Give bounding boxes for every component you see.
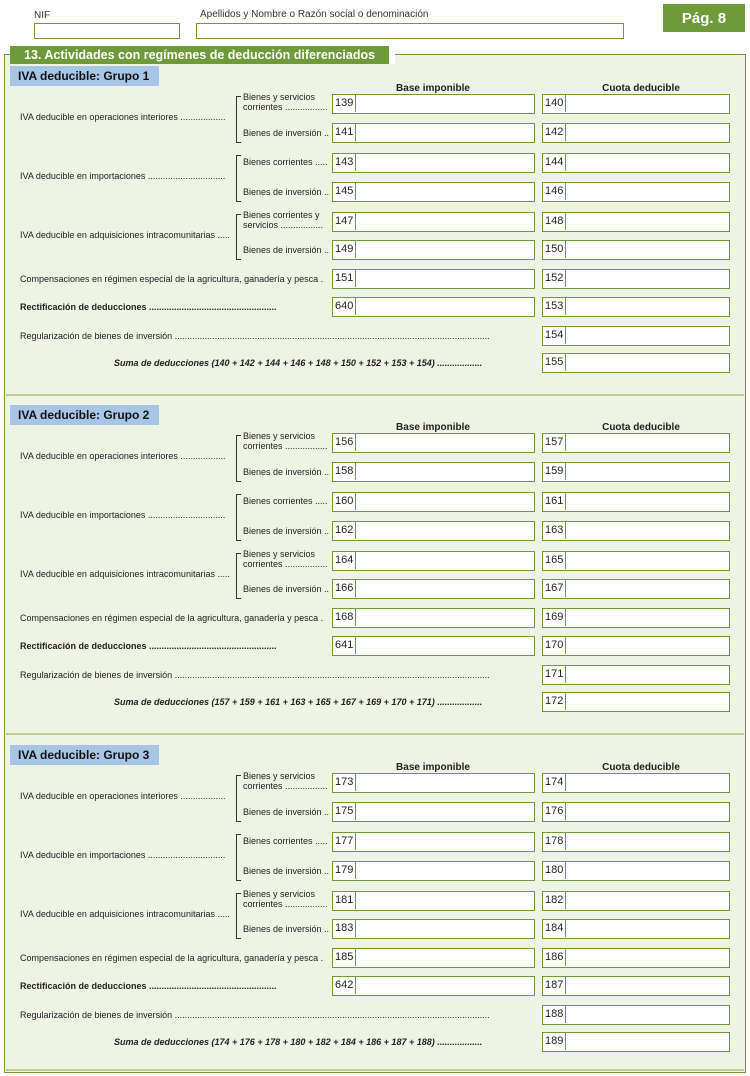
amount-box[interactable] [542, 212, 730, 232]
group-3 [6, 745, 744, 1071]
amount-box[interactable] [542, 948, 730, 968]
col-head-base: Base imponible [396, 422, 470, 433]
box-code: 175 [333, 803, 356, 820]
amount-box[interactable] [542, 665, 730, 685]
brace [236, 893, 241, 939]
sub-label: Bienes corrientes y servicios ................. [243, 210, 324, 230]
amount-box[interactable] [332, 832, 535, 852]
box-code: 165 [543, 552, 566, 569]
box-code: 159 [543, 463, 566, 480]
row-label: IVA deducible en operaciones interiores .................. [20, 451, 226, 461]
box-code: 142 [543, 124, 566, 141]
sub-label: Bienes de inversión .. [243, 526, 330, 536]
name-label: Apellidos y Nombre o Razón social o denominación [200, 9, 429, 20]
brace [236, 775, 241, 822]
amount-box[interactable] [332, 123, 535, 143]
amount-box[interactable] [542, 692, 730, 712]
sub-label: Bienes y servicios corrientes ................. [243, 92, 328, 112]
col-head-base: Base imponible [396, 762, 470, 773]
box-code: 143 [333, 154, 356, 171]
amount-box[interactable] [542, 636, 730, 656]
amount-box[interactable] [332, 919, 535, 939]
suma-label: Suma de deducciones (157 + 159 + 161 + 163 + 165 + 167 + 169 + 170 + 171) .................. [114, 697, 483, 707]
amount-box[interactable] [542, 240, 730, 260]
col-head-cuota: Cuota deducible [602, 422, 680, 433]
amount-box[interactable] [332, 773, 535, 793]
box-code: 189 [543, 1033, 566, 1050]
sub-label: Bienes de inversión .. [243, 924, 330, 934]
box-code: 642 [333, 977, 356, 994]
row-label: Compensaciones en régimen especial de la agricultura, ganadería y pesca . [20, 953, 324, 963]
box-code: 157 [543, 434, 566, 451]
box-code: 187 [543, 977, 566, 994]
amount-box[interactable] [332, 608, 535, 628]
box-code: 140 [543, 95, 566, 112]
box-code: 146 [543, 183, 566, 200]
nif-field[interactable] [34, 23, 180, 39]
amount-box[interactable] [332, 802, 535, 822]
amount-box[interactable] [332, 433, 535, 453]
amount-box[interactable] [542, 433, 730, 453]
box-code: 150 [543, 241, 566, 258]
box-code: 172 [543, 693, 566, 710]
sub-label: Bienes y servicios corrientes ................. [243, 431, 328, 451]
amount-box[interactable] [332, 212, 535, 232]
amount-box[interactable] [542, 919, 730, 939]
sub-label: Bienes de inversión .. [243, 866, 330, 876]
amount-box[interactable] [332, 861, 535, 881]
amount-box[interactable] [332, 948, 535, 968]
row-label: Regularización de bienes de inversión .............................................................................................................................. [20, 1010, 490, 1020]
group-title: IVA deducible: Grupo 3 [10, 745, 159, 765]
row-label: Rectificación de deducciones ................................................... [20, 641, 277, 651]
box-code: 174 [543, 774, 566, 791]
group-title: IVA deducible: Grupo 1 [10, 66, 159, 86]
amount-box[interactable] [542, 297, 730, 317]
box-code: 178 [543, 833, 566, 850]
amount-box[interactable] [542, 551, 730, 571]
box-code: 151 [333, 270, 356, 287]
sub-label: Bienes de inversión .. [243, 187, 330, 197]
box-code: 170 [543, 637, 566, 654]
row-label: Regularización de bienes de inversión .............................................................................................................................. [20, 670, 490, 680]
box-code: 148 [543, 213, 566, 230]
amount-box[interactable] [332, 182, 535, 202]
section-title: 13. Actividades con regímenes de deducción diferenciados [10, 46, 395, 64]
sub-label: Bienes corrientes ..... [243, 496, 328, 506]
amount-box[interactable] [542, 891, 730, 911]
box-code: 147 [333, 213, 356, 230]
brace [236, 96, 241, 143]
amount-box[interactable] [332, 636, 535, 656]
col-head-cuota: Cuota deducible [602, 83, 680, 94]
sub-label: Bienes de inversión .. [243, 467, 330, 477]
box-code: 158 [333, 463, 356, 480]
row-label: IVA deducible en adquisiciones intracomunitarias ..... [20, 230, 230, 240]
box-code: 149 [333, 241, 356, 258]
row-label: Regularización de bienes de inversión .............................................................................................................................. [20, 331, 490, 341]
brace [236, 155, 241, 202]
amount-box[interactable] [542, 861, 730, 881]
box-code: 166 [333, 580, 356, 597]
box-code: 184 [543, 920, 566, 937]
box-code: 188 [543, 1006, 566, 1023]
amount-box[interactable] [332, 240, 535, 260]
box-code: 139 [333, 95, 356, 112]
box-code: 162 [333, 522, 356, 539]
brace [236, 494, 241, 541]
box-code: 167 [543, 580, 566, 597]
box-code: 155 [543, 354, 566, 371]
amount-box[interactable] [542, 153, 730, 173]
box-code: 180 [543, 862, 566, 879]
amount-box[interactable] [542, 123, 730, 143]
box-code: 181 [333, 892, 356, 909]
sub-label: Bienes de inversión .. [243, 128, 330, 138]
box-code: 186 [543, 949, 566, 966]
amount-box[interactable] [332, 551, 535, 571]
sub-label: Bienes corrientes ..... [243, 157, 328, 167]
col-head-base: Base imponible [396, 83, 470, 94]
sub-label: Bienes de inversión .. [243, 807, 330, 817]
amount-box[interactable] [542, 579, 730, 599]
box-code: 144 [543, 154, 566, 171]
sub-label: Bienes y servicios corrientes ................. [243, 889, 328, 909]
amount-box[interactable] [542, 1005, 730, 1025]
brace [236, 214, 241, 260]
amount-box[interactable] [542, 832, 730, 852]
suma-label: Suma de deducciones (140 + 142 + 144 + 146 + 148 + 150 + 152 + 153 + 154) .................. [114, 358, 483, 368]
amount-box[interactable] [332, 153, 535, 173]
amount-box[interactable] [542, 353, 730, 373]
amount-box[interactable] [332, 492, 535, 512]
suma-label: Suma de deducciones (174 + 176 + 178 + 180 + 182 + 184 + 186 + 187 + 188) .................. [114, 1037, 483, 1047]
sub-label: Bienes de inversión .. [243, 245, 330, 255]
group-2 [6, 405, 744, 735]
amount-box[interactable] [542, 182, 730, 202]
box-code: 640 [333, 298, 356, 315]
brace [236, 553, 241, 599]
amount-box[interactable] [542, 462, 730, 482]
box-code: 177 [333, 833, 356, 850]
amount-box[interactable] [542, 94, 730, 114]
page-number: Pág. 8 [663, 4, 745, 32]
row-label: Compensaciones en régimen especial de la agricultura, ganadería y pesca . [20, 613, 324, 623]
amount-box[interactable] [542, 1032, 730, 1052]
box-code: 164 [333, 552, 356, 569]
sub-label: Bienes y servicios corrientes ................. [243, 771, 328, 791]
box-code: 168 [333, 609, 356, 626]
row-label: IVA deducible en adquisiciones intracomunitarias ..... [20, 569, 230, 579]
row-label: Rectificación de deducciones ................................................... [20, 981, 277, 991]
amount-box[interactable] [542, 773, 730, 793]
amount-box[interactable] [542, 976, 730, 996]
nif-label: NIF [34, 10, 51, 21]
box-code: 160 [333, 493, 356, 510]
box-code: 641 [333, 637, 356, 654]
amount-box[interactable] [332, 94, 535, 114]
row-label: IVA deducible en operaciones interiores .................. [20, 791, 226, 801]
row-label: IVA deducible en importaciones ............................... [20, 510, 226, 520]
box-code: 161 [543, 493, 566, 510]
amount-box[interactable] [542, 521, 730, 541]
amount-box[interactable] [332, 521, 535, 541]
box-code: 176 [543, 803, 566, 820]
box-code: 163 [543, 522, 566, 539]
box-code: 173 [333, 774, 356, 791]
box-code: 183 [333, 920, 356, 937]
box-code: 169 [543, 609, 566, 626]
box-code: 152 [543, 270, 566, 287]
group-title: IVA deducible: Grupo 2 [10, 405, 159, 425]
box-code: 182 [543, 892, 566, 909]
box-code: 141 [333, 124, 356, 141]
amount-box[interactable] [542, 326, 730, 346]
sub-label: Bienes de inversión .. [243, 584, 330, 594]
sub-label: Bienes y servicios corrientes ................. [243, 549, 328, 569]
amount-box[interactable] [542, 802, 730, 822]
amount-box[interactable] [332, 462, 535, 482]
col-head-cuota: Cuota deducible [602, 762, 680, 773]
brace [236, 435, 241, 482]
row-label: IVA deducible en importaciones ............................... [20, 171, 226, 181]
row-label: IVA deducible en importaciones ............................... [20, 850, 226, 860]
box-code: 185 [333, 949, 356, 966]
amount-box[interactable] [542, 492, 730, 512]
row-label: IVA deducible en adquisiciones intracomunitarias ..... [20, 909, 230, 919]
row-label: Compensaciones en régimen especial de la agricultura, ganadería y pesca . [20, 274, 324, 284]
amount-box[interactable] [542, 269, 730, 289]
name-field[interactable] [196, 23, 624, 39]
box-code: 156 [333, 434, 356, 451]
box-code: 171 [543, 666, 566, 683]
group-1 [6, 66, 744, 396]
sub-label: Bienes corrientes ..... [243, 836, 328, 846]
box-code: 154 [543, 327, 566, 344]
amount-box[interactable] [332, 269, 535, 289]
amount-box[interactable] [332, 891, 535, 911]
amount-box[interactable] [332, 976, 535, 996]
row-label: Rectificación de deducciones ................................................... [20, 302, 277, 312]
brace [236, 834, 241, 881]
box-code: 179 [333, 862, 356, 879]
box-code: 145 [333, 183, 356, 200]
amount-box[interactable] [332, 297, 535, 317]
amount-box[interactable] [332, 579, 535, 599]
amount-box[interactable] [542, 608, 730, 628]
row-label: IVA deducible en operaciones interiores .................. [20, 112, 226, 122]
box-code: 153 [543, 298, 566, 315]
